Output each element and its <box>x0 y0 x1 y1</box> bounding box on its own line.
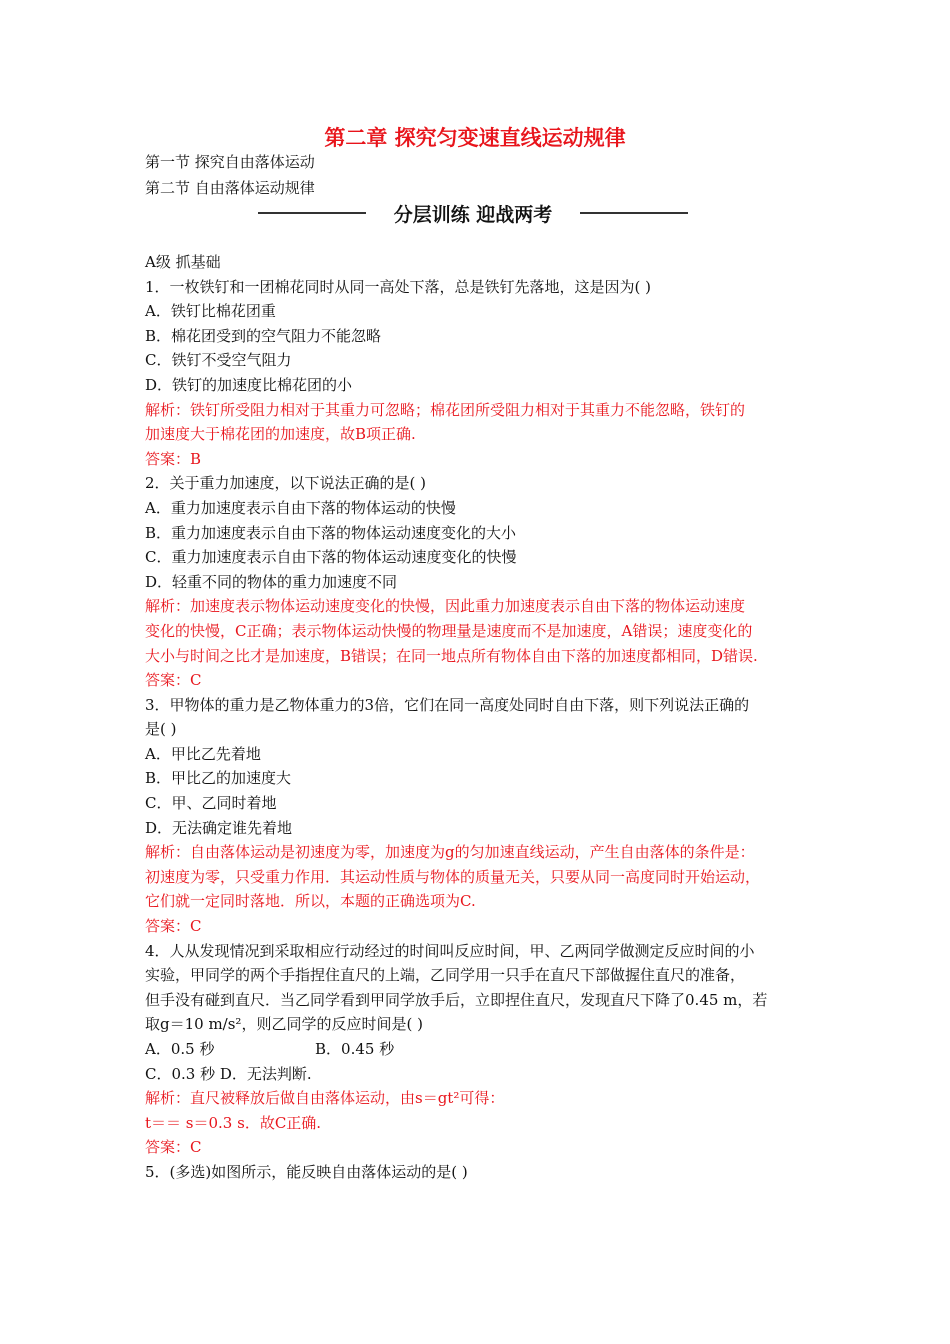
q3-stem-line2: 是( ) <box>145 720 177 739</box>
q4-explanation-line2: t＝＝ s＝0.3 s．故C正确. <box>145 1113 322 1132</box>
q4-stem-line4: 取g＝10 m/s²，则乙同学的反应时间是( ) <box>145 1015 423 1034</box>
q5-stem: 5．(多选)如图所示，能反映自由落体运动的是( ) <box>145 1162 468 1181</box>
q2-option-b: B．重力加速度表示自由下落的物体运动速度变化的大小 <box>145 523 517 542</box>
q2-option-d: D．轻重不同的物体的重力加速度不同 <box>145 572 398 591</box>
q3-answer: 答案：C <box>145 917 202 936</box>
q4-stem-line1: 4．人从发现情况到采取相应行动经过的时间叫反应时间，甲、乙两同学做测定反应时间的小 <box>145 941 755 960</box>
q4-option-a: A．0.5 秒 <box>145 1040 215 1058</box>
section-2-heading: 第二节 自由落体运动规律 <box>145 179 315 197</box>
q4-stem-line2: 实验，甲同学的两个手指捏住直尺的上端，乙同学用一只手在直尺下部做握住直尺的准备， <box>145 966 746 985</box>
section-1-heading: 第一节 探究自由落体运动 <box>145 153 315 171</box>
q3-option-c: C．甲、乙同时着地 <box>145 794 277 813</box>
q2-option-c: C．重力加速度表示自由下落的物体运动速度变化的快慢 <box>145 548 517 567</box>
q1-answer: 答案：B <box>145 449 202 468</box>
q1-explanation-line2: 加速度大于棉花团的加速度，故B项正确. <box>145 425 416 444</box>
q4-options-ab <box>145 1037 815 1062</box>
banner-left-rule <box>258 212 366 214</box>
q4-option-b: B．0.45 秒 <box>315 1040 395 1058</box>
q1-option-c: C．铁钉不受空气阻力 <box>145 351 292 370</box>
q4-stem-line3: 但手没有碰到直尺．当乙同学看到甲同学放手后，立即捏住直尺，发现直尺下降了0.45 m，若 <box>145 990 768 1009</box>
q3-explanation-line3: 它们就一定同时落地．所以，本题的正确选项为C. <box>145 892 476 911</box>
q1-stem: 1．一枚铁钉和一团棉花同时从同一高处下落，总是铁钉先落地，这是因为( ) <box>145 277 652 296</box>
q2-stem: 2．关于重力加速度，以下说法正确的是( ) <box>145 474 427 493</box>
q3-explanation-line2: 初速度为零，只受重力作用．其运动性质与物体的质量无关，只要从同一高度同时开始运动， <box>145 867 761 886</box>
q4-explanation-line1: 解析：直尺被释放后做自由落体运动，由s＝gt²可得： <box>145 1089 505 1108</box>
training-banner <box>258 200 688 226</box>
q2-explanation-line2: 变化的快慢，C正确；表示物体运动快慢的物理量是速度而不是加速度，A错误；速度变化的 <box>145 621 753 640</box>
q2-explanation-line3: 大小与时间之比才是加速度，B错误；在同一地点所有物体自由下落的加速度都相同，D错误. <box>145 646 758 665</box>
q3-option-d: D．无法确定谁先着地 <box>145 818 293 837</box>
q2-answer: 答案：C <box>145 671 202 690</box>
q1-option-b: B．棉花团受到的空气阻力不能忽略 <box>145 326 382 345</box>
level-heading: A级 抓基础 <box>145 253 221 271</box>
question-body <box>145 250 815 1185</box>
q2-option-a: A．重力加速度表示自由下落的物体运动的快慢 <box>145 498 456 517</box>
banner-text: 分层训练 迎战两考 <box>393 204 553 226</box>
q2-explanation-line1: 解析：加速度表示物体运动速度变化的快慢，因此重力加速度表示自由下落的物体运动速度 <box>145 597 746 616</box>
q1-option-d: D．铁钉的加速度比棉花团的小 <box>145 375 353 394</box>
q4-answer: 答案：C <box>145 1138 202 1157</box>
q3-option-a: A．甲比乙先着地 <box>145 744 261 763</box>
q1-option-a: A．铁钉比棉花团重 <box>145 302 276 321</box>
banner-right-rule <box>580 212 688 214</box>
q3-stem-line1: 3．甲物体的重力是乙物体重力的3倍，它们在同一高度处同时自由下落，则下列说法正确的 <box>145 695 750 714</box>
q3-option-b: B．甲比乙的加速度大 <box>145 769 292 788</box>
chapter-title: 第二章 探究匀变速直线运动规律 <box>324 126 626 150</box>
q1-explanation-line1: 解析：铁钉所受阻力相对于其重力可忽略；棉花团所受阻力相对于其重力不能忽略，铁钉的 <box>145 400 746 419</box>
q3-explanation-line1: 解析：自由落体运动是初速度为零，加速度为g的匀加速直线运动，产生自由落体的条件是： <box>145 843 755 862</box>
q4-options-cd: C．0.3 秒 D．无法判断. <box>145 1064 312 1083</box>
